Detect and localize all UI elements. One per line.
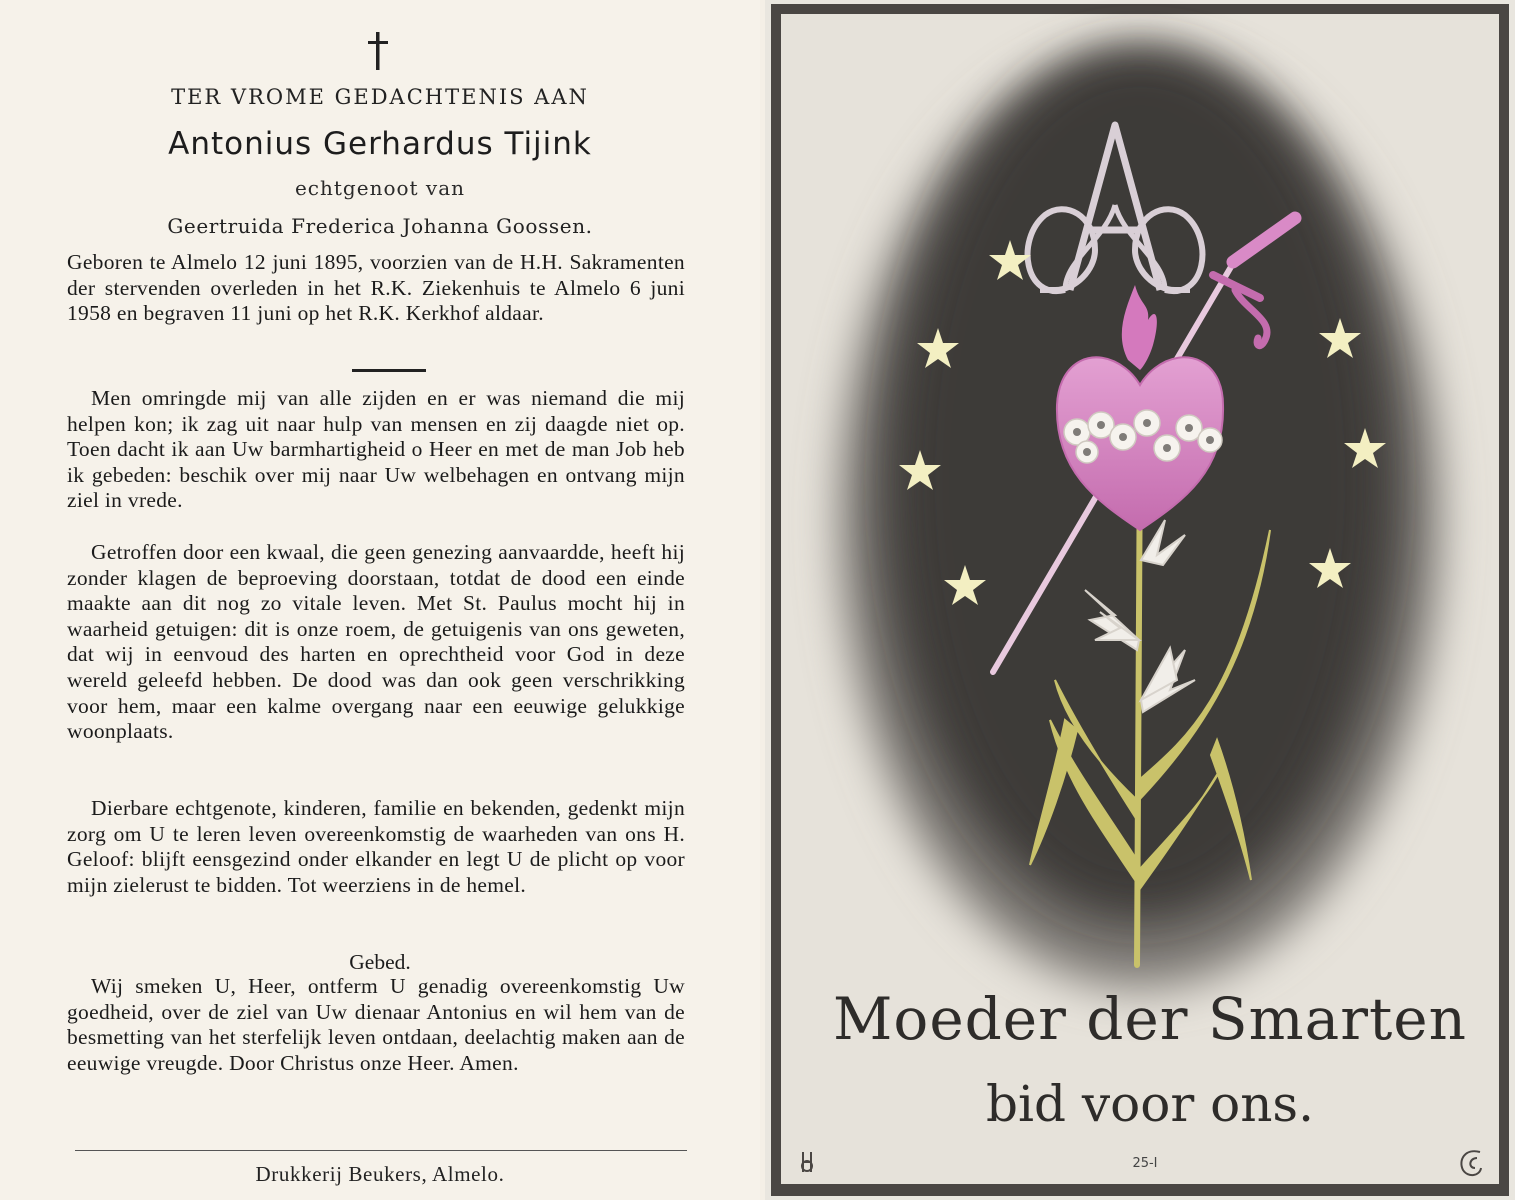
biography-text: Geboren te Almelo 12 juni 1895, voorzien van de H.H. Sakramenten der stervenden overleden in het R.K. Ziekenhuis te Almelo 6 juni 1958 en begraven 11 juni op het R.K. Kerkhof aldaar. [67,250,685,326]
card-number: 25-I [1132,1156,1158,1171]
paragraph-1: Men omringde mij van alle zijden en er was niemand die mij helpen kon; ik zag uit naar hulp van mensen en zij daagde niet op. Toen dacht ik aan Uw barmhartigheid o Heer en met de man Job heb ik gebeden: beschik over mij naar Uw welbehagen en ontvang mijn ziel in vrede. [67,386,685,513]
footer-rule [75,1150,687,1151]
prayer-title: Gebed. [349,950,411,974]
cross-icon [363,32,393,70]
printer-credit: Drukkerij Beukers, Almelo. [255,1162,505,1186]
paragraph-3: Dierbare echtgenote, kinderen, familie en bekenden, gedenkt mijn zorg om U te leren leven overeenkomstig de waarheden van ons H. Geloof: blijft eensgezind onder elkander en legt U de plicht op voor mijn zielerust te bidden. Tot weerziens in de hemel. [67,796,685,897]
devotional-picture-card [765,0,1515,1200]
caption-title: Moeder der Smarten [833,985,1467,1053]
paragraph-2: Getroffen door een kwaal, die geen genezing aanvaardde, heeft hij zonder klagen de beproeving doorstaan, totdat de dood een einde maakte aan dit nog zo vitale leven. Met St. Paulus mocht hij in waarheid getuigen: dit is onze roem, de getuigenis van ons geweten, dat wij in eenvoud des harten en oprechtheid voor God in deze wereld geleefd hebben. De dood was dan ook geen verschrikking voor hem, maar een kalme overgang naar een eeuwige gelukkige woonplaats. [67,540,685,744]
divider-rule [352,369,426,372]
spouse-name: Geertruida Frederica Johanna Goossen. [167,214,593,238]
prayer-text: Wij smeken U, Heer, ontferm U genadig overeenkomstig Uw goedheid, over de ziel van Uw dienaar Antonius en wil hem van de besmetting van het sterfelijk leven ontdaan, deelachtig maken aan de eeuwige vreugde. Door Christus onze Heer. Amen. [67,974,685,1075]
memorial-heading: TER VROME GEDACHTENIS AAN [171,85,589,109]
deceased-name: Antonius Gerhardus Tijink [168,126,592,162]
caption-subtitle: bid voor ons. [985,1075,1314,1133]
spouse-label: echtgenoot van [294,176,466,200]
